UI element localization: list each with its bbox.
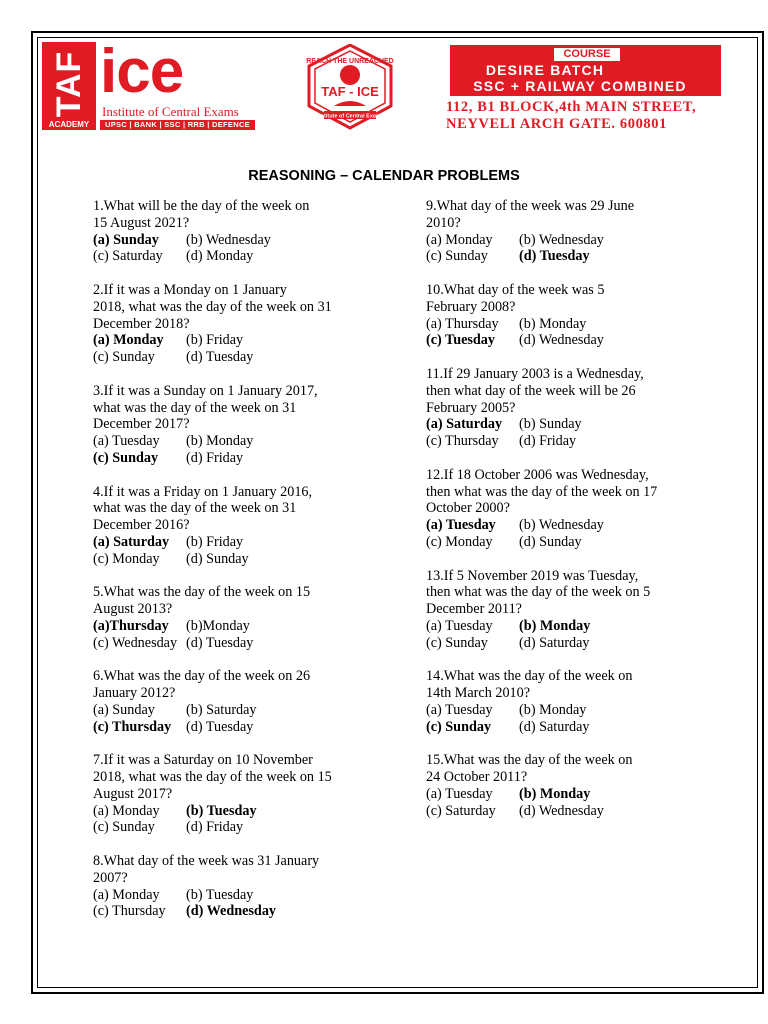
option: (b) Friday [186, 533, 244, 550]
question-text: 10.What day of the week was 5 February 2008? [426, 281, 605, 315]
option: (c) Monday [93, 550, 160, 567]
course-batch-name: DESIRE BATCH [485, 62, 605, 78]
option-row [93, 803, 393, 820]
option: (a) Monday [93, 802, 160, 819]
option: (d) Saturday [519, 634, 590, 651]
option: (d) Tuesday [186, 634, 254, 651]
option: (a) Tuesday [426, 617, 493, 634]
question-item [426, 467, 726, 551]
question-item [93, 484, 393, 568]
option-row [93, 702, 393, 719]
option-row [93, 903, 393, 920]
option-correct: (a) Saturday [426, 416, 503, 433]
option-row [93, 349, 393, 366]
option-row [93, 248, 393, 265]
option-correct: (b) Monday [519, 785, 591, 802]
question-item [93, 853, 393, 920]
institute-address [446, 99, 736, 133]
page-header [42, 37, 728, 132]
option-row [426, 248, 726, 265]
question-text: 4.If it was a Friday on 1 January 2016, what was the day of the week on 31 December 2016? [93, 483, 313, 534]
option: (b) Tuesday [186, 886, 254, 903]
taf-ice-logo [42, 37, 254, 130]
option-correct: (d) Tuesday [519, 248, 590, 265]
option: (d) Wednesday [519, 802, 604, 819]
option: (d) Sunday [186, 550, 249, 567]
questions-right-column [426, 198, 726, 836]
academy-text: ACADEMY [48, 120, 90, 129]
question-text: 1.What will be the day of the week on 15 August 2021? [93, 198, 310, 231]
option-row [93, 618, 393, 635]
option: (c) Monday [426, 533, 493, 550]
option: (c) Wednesday [93, 634, 178, 651]
option-row [93, 450, 393, 467]
question-text: 8.What day of the week was 31 January 2007? [93, 853, 320, 886]
option: (c) Saturday [93, 248, 163, 265]
option-row [93, 887, 393, 904]
question-item [93, 668, 393, 735]
option: (d) Saturday [519, 718, 590, 735]
option: (a) Tuesday [426, 785, 493, 802]
question-text: 5.What was the day of the week on 15 August 2013? [93, 584, 311, 618]
option: (b) Saturday [186, 701, 257, 718]
address-line-1: 112, B1 BLOCK,4th MAIN STREET, [446, 99, 697, 115]
option-row [93, 534, 393, 551]
option-correct: (a) Tuesday [426, 517, 496, 534]
option: (b) Wednesday [519, 231, 604, 248]
option-row [426, 618, 726, 635]
option-correct: (a) Sunday [93, 231, 159, 248]
question-text: 14.What was the day of the week on 14th March 2010? [426, 668, 633, 702]
option: (b) Monday [186, 433, 254, 450]
emblem-name: TAF - ICE [321, 84, 379, 99]
address-line-2: NEYVELI ARCH GATE. 600801 [446, 116, 667, 132]
option-row [426, 433, 726, 450]
question-item [426, 568, 726, 652]
option: (d) Tuesday [186, 349, 254, 366]
option: (b) Friday [186, 332, 244, 349]
option-correct: (b) Monday [519, 617, 591, 634]
option-row [426, 416, 726, 433]
question-item [426, 282, 726, 349]
option-row [93, 551, 393, 568]
question-text: 11.If 29 January 2003 is a Wednesday, then what day of the week will be 26 February 2005? [426, 365, 644, 416]
option-row [426, 786, 726, 803]
option-row [93, 433, 393, 450]
option: (d) Tuesday [186, 718, 254, 735]
option-correct: (d) Wednesday [186, 903, 277, 920]
course-banner [450, 45, 721, 96]
option: (d) Sunday [519, 533, 582, 550]
option: (c) Saturday [426, 802, 496, 819]
question-item [93, 383, 393, 467]
emblem-figure-icon [340, 65, 360, 85]
question-item [93, 584, 393, 651]
question-item [426, 752, 726, 819]
course-label: COURSE [554, 48, 620, 61]
option: (b) Monday [519, 701, 587, 718]
option: (a) Sunday [93, 701, 155, 718]
option: (c) Sunday [93, 819, 155, 836]
option: (c) Sunday [426, 634, 488, 651]
option-row [426, 534, 726, 551]
option-row [93, 332, 393, 349]
option: (d) Monday [186, 248, 254, 265]
question-text: 13.If 5 November 2019 was Tuesday, then what was the day of the week on 5 December 2011? [426, 567, 651, 618]
question-item [93, 282, 393, 366]
option: (b) Sunday [519, 416, 582, 433]
option-row [426, 316, 726, 333]
option: (c) Thursday [93, 903, 166, 920]
question-item [93, 752, 393, 836]
option: (d) Friday [186, 819, 244, 836]
option: (c) Sunday [426, 248, 488, 265]
option-row [426, 702, 726, 719]
questions-left-column [93, 198, 393, 937]
option-correct: (c) Sunday [93, 449, 159, 466]
taf-logo-bar [42, 42, 96, 130]
option-correct: (c) Thursday [93, 718, 172, 735]
option-correct: (a) Saturday [93, 533, 170, 550]
option-row [93, 232, 393, 249]
option-correct: (b) Tuesday [186, 802, 257, 819]
page-title: REASONING – CALENDAR PROBLEMS [248, 168, 520, 184]
option: (d) Wednesday [519, 332, 604, 349]
question-item [426, 198, 726, 265]
option-row [426, 719, 726, 736]
question-text: 2.If it was a Monday on 1 January 2018, what was the day of the week on 31 December 2018? [93, 281, 332, 332]
option-row [426, 232, 726, 249]
option: (b) Monday [519, 315, 587, 332]
option-correct: (a) Monday [93, 332, 164, 349]
option-row [426, 635, 726, 652]
option-row [93, 719, 393, 736]
question-text: 12.If 18 October 2006 was Wednesday, then what was the day of the week on 17 October 2000? [426, 466, 658, 517]
question-text: 15.What was the day of the week on 24 October 2011? [426, 752, 633, 786]
option-row [93, 819, 393, 836]
option: (a) Monday [93, 886, 160, 903]
option: (a) Tuesday [93, 433, 160, 450]
option-correct: (a)Thursday [93, 617, 169, 634]
option: (d) Friday [519, 433, 577, 450]
question-text: 9.What day of the week was 29 June 2010? [426, 198, 635, 231]
option: (c) Sunday [93, 349, 155, 366]
option: (a) Monday [426, 231, 493, 248]
option: (d) Friday [186, 449, 244, 466]
option-correct: (c) Sunday [426, 718, 492, 735]
course-combined-name: SSC + RAILWAY COMBINED [473, 78, 687, 94]
question-item [426, 366, 726, 450]
question-text: 7.If it was a Saturday on 10 November 2018, what was the day of the week on 15 August 2017? [93, 752, 332, 802]
ice-logo-text: ice [100, 37, 184, 106]
option-row [426, 803, 726, 820]
option: (a) Tuesday [426, 701, 493, 718]
emblem-top-text: REACH THE UNREACHED [306, 58, 394, 65]
question-item [93, 198, 393, 265]
option-row [426, 332, 726, 349]
option: (b) Wednesday [519, 517, 604, 534]
taf-ice-emblem [304, 44, 396, 130]
logo-subtitle: Institute of Central Exams [102, 104, 239, 119]
option: (a) Thursday [426, 315, 499, 332]
option-row [426, 517, 726, 534]
emblem-bottom-text: Institute of Central Exams [316, 113, 384, 120]
logo-exam-strip: UPSC | BANK | SSC | RRB | DEFENCE [100, 120, 255, 130]
option-correct: (c) Tuesday [426, 332, 495, 349]
taf-logo-text: TAF [50, 50, 88, 118]
option: (b) Wednesday [186, 231, 271, 248]
option-row [93, 635, 393, 652]
option: (b)Monday [186, 617, 250, 634]
option: (c) Thursday [426, 433, 499, 450]
question-text: 6.What was the day of the week on 26 January 2012? [93, 668, 311, 702]
question-item [426, 668, 726, 735]
question-text: 3.If it was a Sunday on 1 January 2017, what was the day of the week on 31 December 2017? [93, 382, 318, 433]
